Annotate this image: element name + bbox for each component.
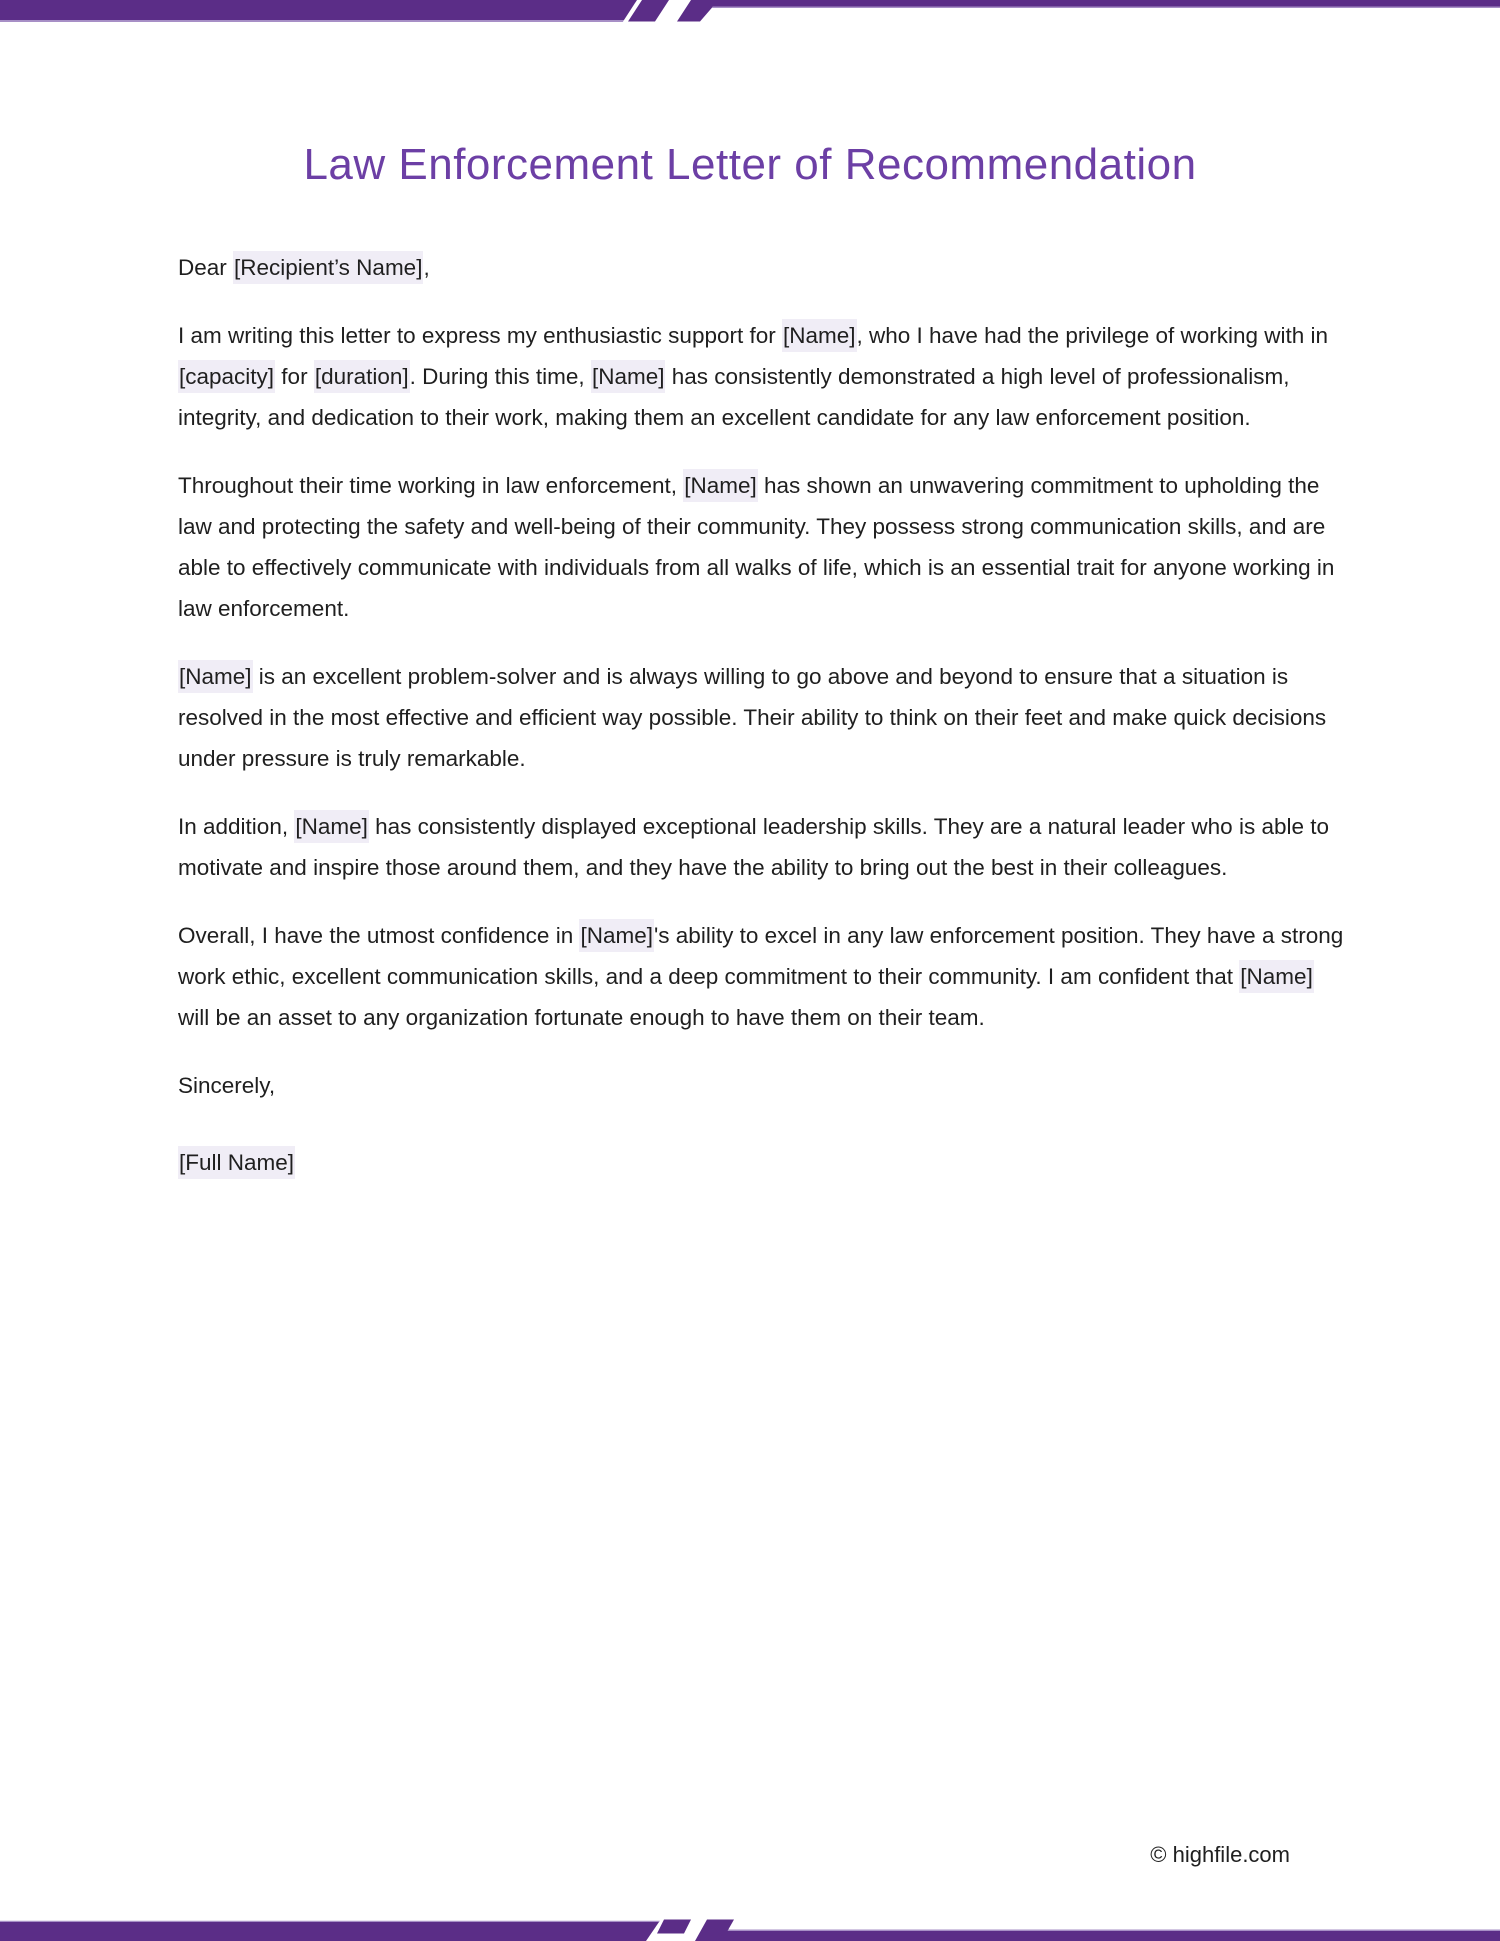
signature-line (178, 1142, 1348, 1183)
placeholder-field: [Name] (782, 319, 857, 352)
paragraph-2 (178, 465, 1348, 629)
bottom-letterhead-decoration (0, 1896, 1500, 1941)
text-segment: for (275, 364, 314, 389)
text-segment: , (423, 255, 430, 280)
placeholder-field: [Name] (294, 810, 369, 843)
placeholder-field: [Name] (1239, 960, 1314, 993)
text-segment: In addition, (178, 814, 295, 839)
text-segment: Dear (178, 255, 234, 280)
text-segment: 's ability to excel in any law enforcement position. They have a strong work ethic, excellent communication skills, and a deep commitment to their community. I am confident that (178, 923, 1344, 989)
paragraph-4 (178, 806, 1348, 888)
placeholder-field: [Recipient’s Name] (233, 251, 423, 284)
text-segment: Overall, I have the utmost confidence in (178, 923, 580, 948)
text-segment: has consistently demonstrated a high level of professionalism, integrity, and dedication to their work, making them an excellent candidate for any law enforcement position. (178, 364, 1290, 430)
paragraph-5 (178, 915, 1348, 1038)
salutation-line (178, 247, 1348, 288)
placeholder-field: [Name] (683, 469, 758, 502)
text-segment: . During this time, (409, 364, 591, 389)
text-segment: will be an asset to any organization fortunate enough to have them on their team. (178, 1005, 985, 1030)
letter-body (178, 247, 1348, 1210)
placeholder-field: [capacity] (178, 360, 275, 393)
placeholder-field: [Name] (579, 919, 654, 952)
text-segment: has shown an unwavering commitment to upholding the law and protecting the safety and well-being of their community. They possess strong communication skills, and are able to effectively communicate with individuals from all walks of life, which is an essential trait for anyone working in law enforcement. (178, 473, 1335, 621)
closing-line (178, 1065, 1348, 1106)
text-segment: has consistently displayed exceptional leadership skills. They are a natural leader who is able to motivate and inspire those around them, and they have the ability to bring out the best in their colleagues. (178, 814, 1330, 880)
text-segment: Throughout their time working in law enforcement, (178, 473, 684, 498)
placeholder-field: [duration] (314, 360, 410, 393)
top-letterhead-decoration (0, 0, 1500, 24)
text-segment: I am writing this letter to express my enthusiastic support for (178, 323, 782, 348)
text-segment: , who I have had the privilege of working with in (856, 323, 1329, 348)
placeholder-field: [Name] (591, 360, 666, 393)
placeholder-field: [Full Name] (178, 1146, 295, 1179)
paragraph-1 (178, 315, 1348, 438)
page-title: Law Enforcement Letter of Recommendation (303, 140, 1197, 190)
placeholder-field: [Name] (178, 660, 253, 693)
text-segment: Sincerely, (178, 1073, 276, 1098)
footer-credit: © highfile.com (1150, 1842, 1290, 1867)
paragraph-3 (178, 656, 1348, 779)
text-segment: is an excellent problem-solver and is always willing to go above and beyond to ensure that a situation is resolved in the most effective and efficient way possible. Their ability to think on their feet and make quick decisions under pressure is truly remarkable. (178, 664, 1327, 771)
